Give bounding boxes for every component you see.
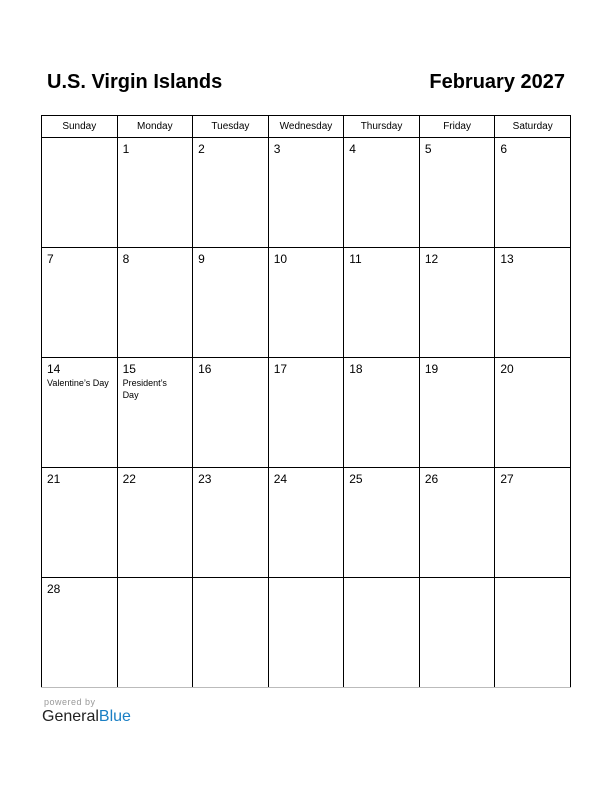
weekday-header: Thursday (344, 116, 420, 138)
day-number: 10 (273, 252, 288, 266)
calendar-country-title: U.S. Virgin Islands (47, 71, 223, 93)
day-cell (117, 578, 193, 688)
holiday-label: Valentine’s Day (47, 378, 109, 388)
day-number: 15 (122, 362, 136, 376)
brand-blue-text: Blue (98, 708, 131, 725)
day-cell (117, 358, 193, 468)
calendar-month-title: February 2027 (429, 71, 565, 93)
day-cell (117, 468, 193, 578)
day-cell (495, 138, 571, 248)
day-number: 23 (198, 472, 212, 486)
day-cell (117, 248, 193, 358)
day-number: 5 (424, 142, 432, 156)
day-number: 13 (500, 252, 514, 266)
day-cell (495, 248, 571, 358)
day-cell (42, 468, 118, 578)
weekday-header: Friday (419, 116, 495, 138)
day-cell (344, 578, 420, 688)
brand-general-text: General (42, 708, 99, 725)
day-cell (419, 578, 495, 688)
weekday-header: Monday (117, 116, 193, 138)
day-cell (42, 248, 118, 358)
day-number: 28 (47, 582, 61, 596)
day-number: 19 (424, 362, 439, 376)
day-cell (495, 578, 571, 688)
day-number: 16 (198, 362, 212, 376)
day-number: 17 (273, 362, 288, 376)
day-number: 18 (349, 362, 363, 376)
day-number: 27 (500, 472, 514, 486)
day-cell (117, 138, 193, 248)
day-number: 11 (349, 252, 362, 266)
weekday-header: Wednesday (268, 116, 344, 138)
day-number: 8 (122, 252, 130, 266)
weekday-header-row (42, 116, 571, 138)
day-cell (419, 248, 495, 358)
day-cell (495, 358, 571, 468)
day-number: 2 (198, 142, 205, 156)
day-cell (42, 138, 118, 248)
day-number: 25 (349, 472, 363, 486)
day-cell (495, 468, 571, 578)
calendar-grid (41, 115, 571, 688)
week-row (42, 468, 571, 578)
day-number: 22 (122, 472, 136, 486)
day-cell (419, 468, 495, 578)
footer-divider (41, 687, 571, 688)
day-number: 7 (47, 252, 54, 266)
day-cell (42, 578, 118, 688)
day-cell (344, 358, 420, 468)
day-cell (193, 358, 269, 468)
powered-by-text: powered by (44, 697, 96, 707)
day-number: 9 (198, 252, 205, 266)
day-number: 21 (47, 472, 61, 486)
day-cell (419, 358, 495, 468)
weekday-header: Sunday (42, 116, 118, 138)
day-cell (344, 138, 420, 248)
day-cell (268, 578, 344, 688)
holiday-label: President’s Day (122, 378, 167, 400)
day-cell (268, 358, 344, 468)
day-number: 14 (47, 362, 61, 376)
day-cell (193, 578, 269, 688)
day-cell (42, 358, 118, 468)
day-number: 20 (500, 362, 514, 376)
day-cell (268, 248, 344, 358)
weekday-header: Tuesday (193, 116, 269, 138)
day-cell (268, 468, 344, 578)
day-number: 4 (349, 142, 356, 156)
day-number: 3 (273, 142, 281, 156)
weekday-header: Saturday (495, 116, 571, 138)
week-row (42, 358, 571, 468)
day-number: 1 (122, 142, 130, 156)
day-cell (193, 468, 269, 578)
day-cell (344, 468, 420, 578)
day-number: 26 (424, 472, 439, 486)
day-number: 24 (273, 472, 288, 486)
day-cell (344, 248, 420, 358)
day-cell (268, 138, 344, 248)
day-cell (193, 138, 269, 248)
week-row (42, 248, 571, 358)
day-number: 12 (424, 252, 439, 266)
day-cell (193, 248, 269, 358)
day-cell (419, 138, 495, 248)
week-row (42, 578, 571, 688)
generalblue-logo[interactable] (42, 708, 131, 726)
week-row (42, 138, 571, 248)
day-number: 6 (500, 142, 508, 156)
